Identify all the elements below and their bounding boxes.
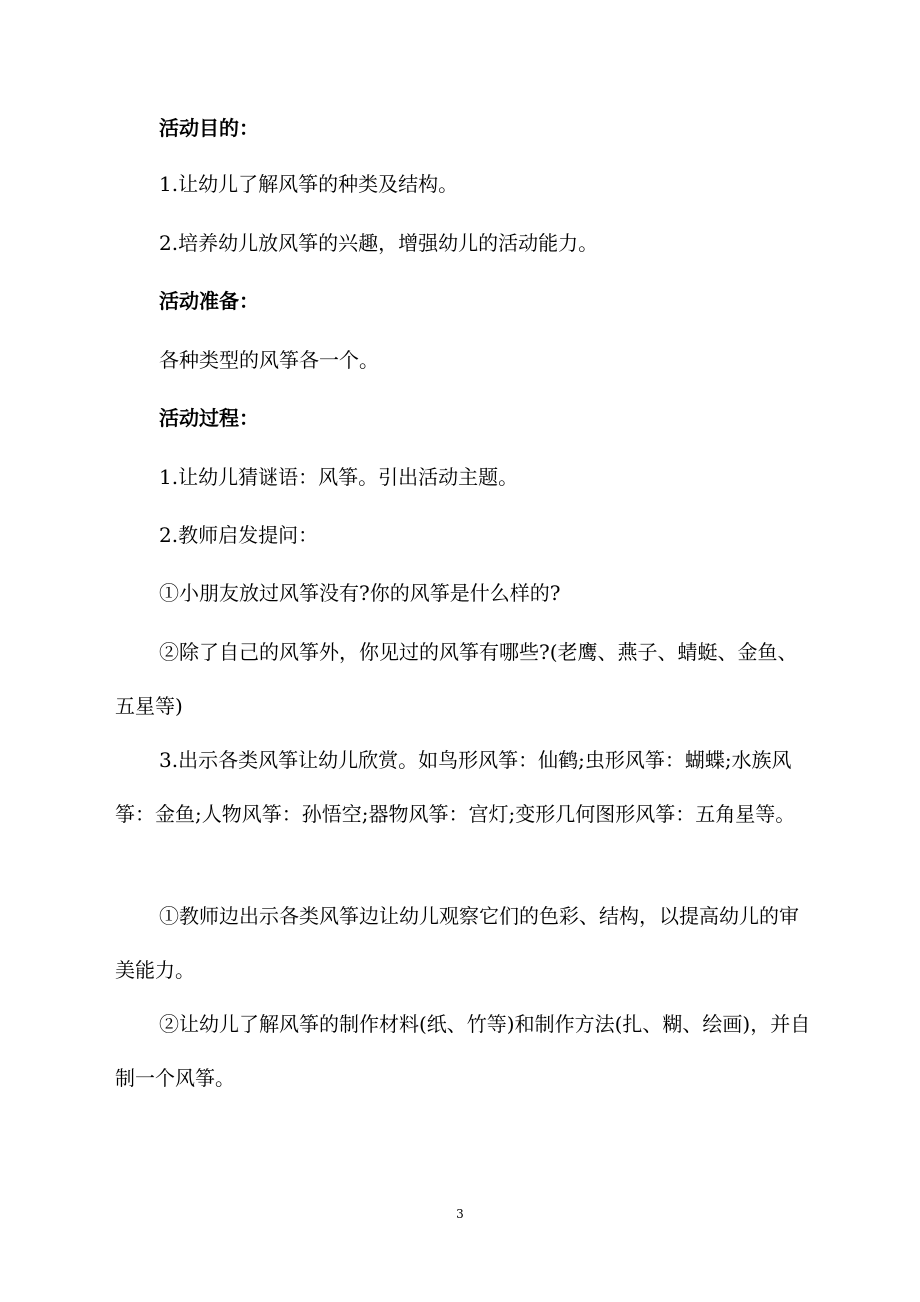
page-number: 3 [456, 1207, 464, 1221]
paragraph-goal-1: 1.让幼儿了解风筝的种类及结构。 [159, 172, 459, 196]
heading-activity-goal: 活动目的： [159, 116, 259, 140]
heading-activity-process: 活动过程： [159, 406, 259, 430]
paragraph-process-1: 1.让幼儿猜谜语：风筝。引出活动主题。 [159, 465, 519, 489]
paragraph-process-3: 3.出示各类风筝让幼儿欣赏。如鸟形风筝：仙鹤;虫形风筝：蝴蝶;水族风筝：金鱼;人物风筝：孙悟空;器物风筝：宫灯;变形几何图形风筝：五角星等。 [115, 748, 796, 826]
heading-activity-preparation: 活动准备： [159, 289, 259, 313]
paragraph-goal-2: 2.培养幼儿放风筝的兴趣，增强幼儿的活动能力。 [159, 231, 599, 255]
paragraph-preparation: 各种类型的风筝各一个。 [159, 348, 379, 372]
paragraph-observe: ①教师边出示各类风筝边让幼儿观察它们的色彩、结构，以提高幼儿的审美能力。 [115, 904, 799, 982]
paragraph-question-2: ②除了自己的风筝外，你见过的风筝有哪些?(老鹰、燕子、蜻蜓、金鱼、五星等) [115, 640, 798, 718]
paragraph-make-kite: ②让幼儿了解风筝的制作材料(纸、竹等)和制作方法(扎、糊、绘画)，并自制一个风筝。 [115, 1012, 811, 1090]
paragraph-process-2: 2.教师启发提问： [159, 523, 319, 547]
paragraph-question-1: ①小朋友放过风筝没有?你的风筝是什么样的? [159, 581, 561, 605]
